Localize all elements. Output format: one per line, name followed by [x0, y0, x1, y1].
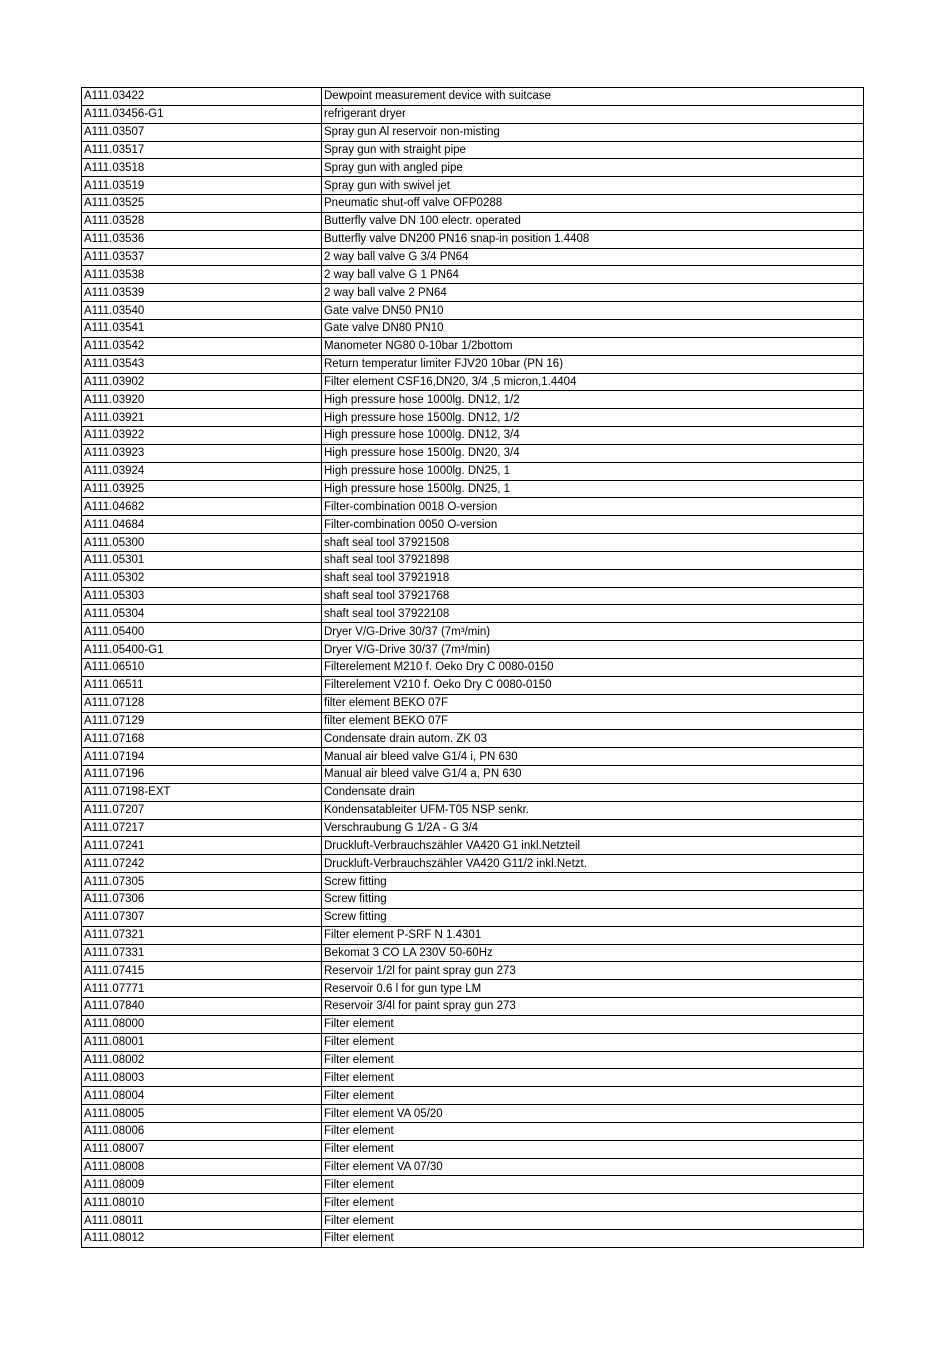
description-cell: Manual air bleed valve G1/4 a, PN 630	[322, 766, 864, 784]
description-cell: Reservoir 0.6 l for gun type LM	[322, 980, 864, 998]
table-row	[82, 819, 864, 837]
table-row	[82, 1158, 864, 1176]
part-number-cell: A111.04682	[82, 498, 322, 516]
table-row	[82, 212, 864, 230]
part-number-cell: A111.03920	[82, 391, 322, 409]
part-number-cell: A111.03525	[82, 195, 322, 213]
table-row	[82, 534, 864, 552]
part-number-cell: A111.08002	[82, 1051, 322, 1069]
part-number-cell: A111.03536	[82, 230, 322, 248]
part-number-cell: A111.08010	[82, 1194, 322, 1212]
table-row	[82, 480, 864, 498]
description-cell: Pneumatic shut-off valve OFP0288	[322, 195, 864, 213]
description-cell: Filter element	[322, 1069, 864, 1087]
table-row	[82, 391, 864, 409]
part-number-cell: A111.03925	[82, 480, 322, 498]
description-cell: Filter element VA 05/20	[322, 1105, 864, 1123]
table-row	[82, 766, 864, 784]
table-row	[82, 730, 864, 748]
description-cell: Filter element	[322, 1140, 864, 1158]
part-number-cell: A111.03537	[82, 248, 322, 266]
description-cell: Reservoir 3/4l for paint spray gun 273	[322, 998, 864, 1016]
description-cell: Condensate drain autom. ZK 03	[322, 730, 864, 748]
description-cell: Verschraubung G 1/2A - G 3/4	[322, 819, 864, 837]
part-number-cell: A111.03922	[82, 427, 322, 445]
part-number-cell: A111.07307	[82, 908, 322, 926]
table-row	[82, 498, 864, 516]
table-row	[82, 1105, 864, 1123]
table-row	[82, 1015, 864, 1033]
part-number-cell: A111.08006	[82, 1122, 322, 1140]
part-number-cell: A111.03518	[82, 159, 322, 177]
table-row	[82, 355, 864, 373]
description-cell: shaft seal tool 37921768	[322, 587, 864, 605]
table-row	[82, 801, 864, 819]
table-row	[82, 783, 864, 801]
part-number-cell: A111.03507	[82, 123, 322, 141]
table-row	[82, 1176, 864, 1194]
part-number-cell: A111.08000	[82, 1015, 322, 1033]
table-row	[82, 1194, 864, 1212]
part-number-cell: A111.07128	[82, 694, 322, 712]
description-cell: Manometer NG80 0-10bar 1/2bottom	[322, 337, 864, 355]
description-cell: Spray gun with straight pipe	[322, 141, 864, 159]
table-row	[82, 1069, 864, 1087]
description-cell: Spray gun with swivel jet	[322, 177, 864, 195]
table-row	[82, 88, 864, 106]
table-row	[82, 105, 864, 123]
description-cell: Dryer V/G-Drive 30/37 (7m³/min)	[322, 623, 864, 641]
part-number-cell: A111.07241	[82, 837, 322, 855]
part-number-cell: A111.07207	[82, 801, 322, 819]
part-number-cell: A111.07217	[82, 819, 322, 837]
table-row	[82, 641, 864, 659]
table-row	[82, 837, 864, 855]
description-cell: Dryer V/G-Drive 30/37 (7m³/min)	[322, 641, 864, 659]
description-cell: Filter element VA 07/30	[322, 1158, 864, 1176]
description-cell: High pressure hose 1000lg. DN25, 1	[322, 462, 864, 480]
part-number-cell: A111.08007	[82, 1140, 322, 1158]
description-cell: Filter element	[322, 1015, 864, 1033]
description-cell: Filter element	[322, 1122, 864, 1140]
table-row	[82, 998, 864, 1016]
table-row	[82, 516, 864, 534]
table-row	[82, 266, 864, 284]
table-row	[82, 284, 864, 302]
part-number-cell: A111.03517	[82, 141, 322, 159]
description-cell: Filter element	[322, 1051, 864, 1069]
part-number-cell: A111.07321	[82, 926, 322, 944]
part-number-cell: A111.03542	[82, 337, 322, 355]
description-cell: Filter element	[322, 1212, 864, 1230]
part-number-cell: A111.07840	[82, 998, 322, 1016]
part-number-cell: A111.05400-G1	[82, 641, 322, 659]
part-number-cell: A111.07198-EXT	[82, 783, 322, 801]
part-number-cell: A111.05301	[82, 551, 322, 569]
description-cell: filter element BEKO 07F	[322, 694, 864, 712]
table-row	[82, 962, 864, 980]
table-row	[82, 944, 864, 962]
description-cell: Gate valve DN50 PN10	[322, 302, 864, 320]
part-number-cell: A111.08009	[82, 1176, 322, 1194]
part-number-cell: A111.07306	[82, 890, 322, 908]
parts-table-body	[82, 88, 864, 1248]
part-number-cell: A111.07196	[82, 766, 322, 784]
description-cell: filter element BEKO 07F	[322, 712, 864, 730]
table-row	[82, 337, 864, 355]
description-cell: Reservoir 1/2l for paint spray gun 273	[322, 962, 864, 980]
table-row	[82, 444, 864, 462]
description-cell: High pressure hose 1500lg. DN12, 1/2	[322, 409, 864, 427]
description-cell: Bekomat 3 CO LA 230V 50-60Hz	[322, 944, 864, 962]
description-cell: Filterelement V210 f. Oeko Dry C 0080-0150	[322, 676, 864, 694]
table-row	[82, 569, 864, 587]
part-number-cell: A111.08005	[82, 1105, 322, 1123]
description-cell: Screw fitting	[322, 890, 864, 908]
table-row	[82, 890, 864, 908]
table-row	[82, 551, 864, 569]
description-cell: Filterelement M210 f. Oeko Dry C 0080-0150	[322, 659, 864, 677]
part-number-cell: A111.03456-G1	[82, 105, 322, 123]
table-row	[82, 319, 864, 337]
part-number-cell: A111.05304	[82, 605, 322, 623]
part-number-cell: A111.08008	[82, 1158, 322, 1176]
part-number-cell: A111.05300	[82, 534, 322, 552]
table-row	[82, 462, 864, 480]
table-row	[82, 123, 864, 141]
part-number-cell: A111.07194	[82, 748, 322, 766]
description-cell: Gate valve DN80 PN10	[322, 319, 864, 337]
description-cell: High pressure hose 1000lg. DN12, 3/4	[322, 427, 864, 445]
description-cell: Spray gun with angled pipe	[322, 159, 864, 177]
part-number-cell: A111.03921	[82, 409, 322, 427]
table-row	[82, 141, 864, 159]
description-cell: Dewpoint measurement device with suitcase	[322, 88, 864, 106]
table-row	[82, 1087, 864, 1105]
table-row	[82, 908, 864, 926]
part-number-cell: A111.03422	[82, 88, 322, 106]
description-cell: Condensate drain	[322, 783, 864, 801]
table-row	[82, 1140, 864, 1158]
table-row	[82, 248, 864, 266]
description-cell: Filter element	[322, 1087, 864, 1105]
description-cell: shaft seal tool 37921918	[322, 569, 864, 587]
table-row	[82, 1212, 864, 1230]
description-cell: Screw fitting	[322, 908, 864, 926]
table-row	[82, 676, 864, 694]
part-number-cell: A111.03538	[82, 266, 322, 284]
description-cell: Butterfly valve DN 100 electr. operated	[322, 212, 864, 230]
table-row	[82, 195, 864, 213]
part-number-cell: A111.05400	[82, 623, 322, 641]
parts-table	[81, 87, 864, 1248]
part-number-cell: A111.03541	[82, 319, 322, 337]
description-cell: Butterfly valve DN200 PN16 snap-in position 1.4408	[322, 230, 864, 248]
description-cell: High pressure hose 1500lg. DN20, 3/4	[322, 444, 864, 462]
description-cell: Filter element	[322, 1194, 864, 1212]
part-number-cell: A111.06511	[82, 676, 322, 694]
description-cell: shaft seal tool 37921508	[322, 534, 864, 552]
description-cell: Return temperatur limiter FJV20 10bar (PN 16)	[322, 355, 864, 373]
part-number-cell: A111.05302	[82, 569, 322, 587]
description-cell: shaft seal tool 37921898	[322, 551, 864, 569]
description-cell: Manual air bleed valve G1/4 i, PN 630	[322, 748, 864, 766]
description-cell: 2 way ball valve G 1 PN64	[322, 266, 864, 284]
description-cell: High pressure hose 1500lg. DN25, 1	[322, 480, 864, 498]
table-row	[82, 302, 864, 320]
description-cell: Druckluft-Verbrauchszähler VA420 G11/2 inkl.Netzt.	[322, 855, 864, 873]
part-number-cell: A111.04684	[82, 516, 322, 534]
part-number-cell: A111.06510	[82, 659, 322, 677]
part-number-cell: A111.03540	[82, 302, 322, 320]
table-row	[82, 926, 864, 944]
table-row	[82, 1230, 864, 1248]
part-number-cell: A111.07415	[82, 962, 322, 980]
part-number-cell: A111.08011	[82, 1212, 322, 1230]
part-number-cell: A111.08001	[82, 1033, 322, 1051]
part-number-cell: A111.08012	[82, 1230, 322, 1248]
table-row	[82, 1122, 864, 1140]
part-number-cell: A111.03539	[82, 284, 322, 302]
part-number-cell: A111.07305	[82, 873, 322, 891]
part-number-cell: A111.03923	[82, 444, 322, 462]
description-cell: shaft seal tool 37922108	[322, 605, 864, 623]
description-cell: Druckluft-Verbrauchszähler VA420 G1 inkl.Netzteil	[322, 837, 864, 855]
description-cell: Filter element	[322, 1230, 864, 1248]
part-number-cell: A111.08004	[82, 1087, 322, 1105]
description-cell: 2 way ball valve 2 PN64	[322, 284, 864, 302]
part-number-cell: A111.03924	[82, 462, 322, 480]
table-row	[82, 230, 864, 248]
table-row	[82, 659, 864, 677]
description-cell: refrigerant dryer	[322, 105, 864, 123]
part-number-cell: A111.08003	[82, 1069, 322, 1087]
table-row	[82, 623, 864, 641]
description-cell: Kondensatableiter UFM-T05 NSP senkr.	[322, 801, 864, 819]
part-number-cell: A111.07242	[82, 855, 322, 873]
description-cell: Filter-combination 0018 O-version	[322, 498, 864, 516]
table-row	[82, 694, 864, 712]
part-number-cell: A111.07129	[82, 712, 322, 730]
description-cell: Screw fitting	[322, 873, 864, 891]
table-row	[82, 587, 864, 605]
description-cell: Filter-combination 0050 O-version	[322, 516, 864, 534]
table-row	[82, 409, 864, 427]
part-number-cell: A111.03528	[82, 212, 322, 230]
table-row	[82, 855, 864, 873]
table-row	[82, 159, 864, 177]
description-cell: Filter element	[322, 1176, 864, 1194]
table-row	[82, 1051, 864, 1069]
description-cell: Filter element	[322, 1033, 864, 1051]
table-row	[82, 1033, 864, 1051]
table-row	[82, 748, 864, 766]
part-number-cell: A111.05303	[82, 587, 322, 605]
part-number-cell: A111.03519	[82, 177, 322, 195]
table-row	[82, 373, 864, 391]
table-row	[82, 427, 864, 445]
table-row	[82, 177, 864, 195]
description-cell: 2 way ball valve G 3/4 PN64	[322, 248, 864, 266]
part-number-cell: A111.07331	[82, 944, 322, 962]
description-cell: Filter element P-SRF N 1.4301	[322, 926, 864, 944]
description-cell: High pressure hose 1000lg. DN12, 1/2	[322, 391, 864, 409]
part-number-cell: A111.07771	[82, 980, 322, 998]
description-cell: Spray gun Al reservoir non-misting	[322, 123, 864, 141]
part-number-cell: A111.03543	[82, 355, 322, 373]
table-row	[82, 605, 864, 623]
table-row	[82, 980, 864, 998]
part-number-cell: A111.07168	[82, 730, 322, 748]
table-row	[82, 712, 864, 730]
table-row	[82, 873, 864, 891]
part-number-cell: A111.03902	[82, 373, 322, 391]
description-cell: Filter element CSF16,DN20, 3/4 ,5 micron,1.4404	[322, 373, 864, 391]
